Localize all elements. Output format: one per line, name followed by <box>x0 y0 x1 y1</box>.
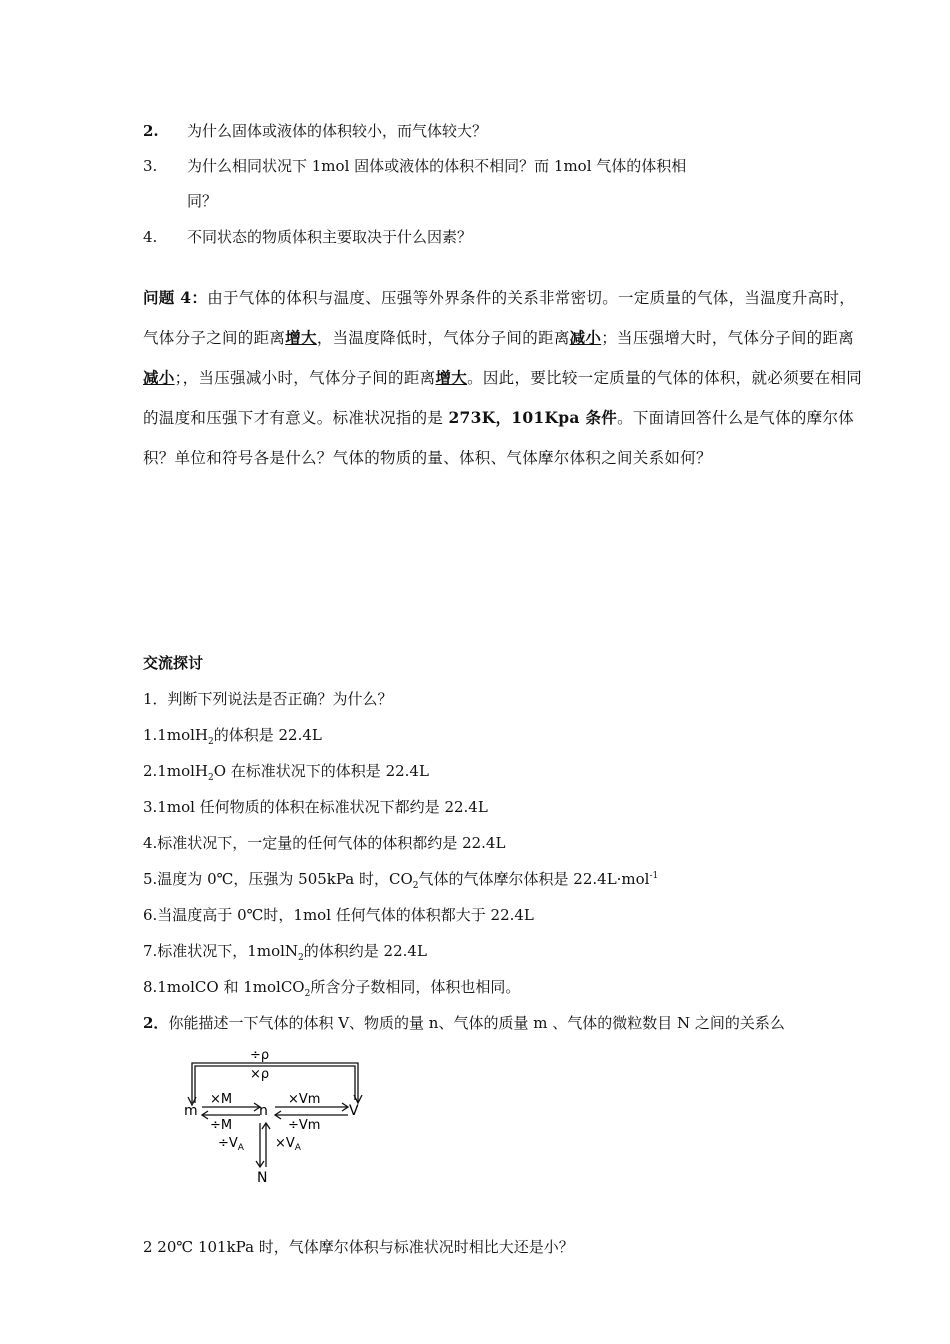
problem-4-label: 问题 4： <box>143 288 208 307</box>
question-2: 2. 为什么固体或液体的体积较小，而气体较大？ <box>143 122 488 140</box>
label-mul-M: ×M <box>210 1092 233 1107</box>
node-n: n <box>259 1103 268 1119</box>
statement-1: 1.1molH$_2$的体积是 22.4L <box>143 726 322 747</box>
keyword: 273K，101Kpa 条件 <box>448 408 618 427</box>
question-3-continued: 同？ <box>187 192 218 210</box>
label-div-Vm: ÷Vm <box>288 1118 321 1133</box>
keyword: 增大 <box>285 328 317 347</box>
discussion-heading: 交流探讨 <box>143 654 204 672</box>
keyword: 减小 <box>569 328 602 347</box>
label-div-M: ÷M <box>210 1118 233 1133</box>
question-4: 4. 不同状态的物质体积主要取决于什么因素？ <box>143 228 473 246</box>
label-mul-VA: $\times V_A$ <box>275 1136 301 1153</box>
relationship-diagram <box>180 1045 380 1195</box>
label-div-VA: $\div V_A$ <box>218 1136 244 1153</box>
label-mul-rho: ×ρ <box>250 1067 270 1082</box>
discussion-q2: 2．你能描述一下气体的体积 V、物质的量 n、气体的质量 m 、气体的微粒数目 N 之间的关系么 <box>143 1014 785 1032</box>
keyword: 减小 <box>143 368 175 387</box>
statement-3: 3.1mol 任何物质的体积在标准状况下都约是 22.4L <box>143 798 488 816</box>
statement-8: 8.1molCO 和 1molCO$_2$所含分子数相同，体积也相同。 <box>143 978 521 999</box>
keyword: 增大 <box>435 368 468 387</box>
label-mul-Vm: ×Vm <box>288 1092 321 1107</box>
discussion-q1: 1．判断下列说法是否正确？为什么？ <box>143 690 393 708</box>
node-m: m <box>184 1103 198 1119</box>
statement-7: 7.标准状况下，1molN$_2$的体积约是 22.4L <box>143 942 427 963</box>
question-3: 3. 为什么相同状况下 1mol 固体或液体的体积不相同？而 1mol 气体的体积相 <box>143 157 687 175</box>
label-div-rho: ÷ρ <box>250 1048 270 1063</box>
statement-4: 4.标准状况下，一定量的任何气体的体积都约是 22.4L <box>143 834 506 852</box>
node-V: V <box>349 1103 359 1119</box>
problem-4-paragraph: 问题 4：由于气体的体积与温度、压强等外界条件的关系非常密切。一定质量的气体，当温度升高时，气体分子之间的距离增大，当温度降低时，气体分子间的距离减小；当压强增大时，气体分子间的距离减小；，当压强减小时，气体分子间的距离增大。因此，要比较一定质量的气体的体积，就必须要在相同的温度和压强下才有意义。标准状况指的是 273K，101Kpa 条件。下面请回答什么是气体的摩尔体积？单位和符号各是什么？气体的物质的量、体积、气体摩尔体积之间关系如何？ <box>143 288 863 467</box>
statement-6: 6.当温度高于 0℃时，1mol 任何气体的体积都大于 22.4L <box>143 906 534 924</box>
statement-5: 5.温度为 0℃，压强为 505kPa 时，$CO_2$气体的气体摩尔体积是 22.4L·mol$^{-1}$ <box>143 870 659 891</box>
statement-2: 2.1molH$_2$O 在标准状况下的体积是 22.4L <box>143 762 429 783</box>
node-N: N <box>257 1170 268 1186</box>
final-question: 2 20℃ 101kPa 时，气体摩尔体积与标准状况时相比大还是小？ <box>143 1238 574 1256</box>
